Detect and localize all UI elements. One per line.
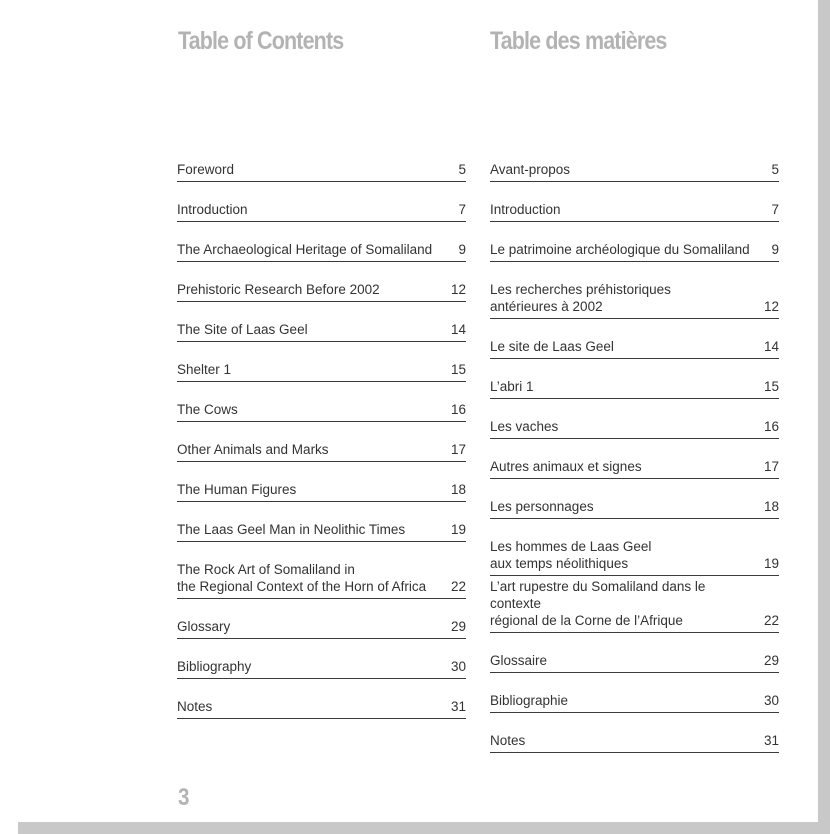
toc-entry-page: 5: [458, 162, 466, 177]
toc-entry: [490, 492, 779, 519]
toc-entry-page: 22: [763, 613, 779, 628]
toc-entry-title: Glossaire: [490, 653, 548, 668]
toc-entry: [177, 435, 466, 462]
toc-entry-title: Foreword: [177, 162, 235, 177]
toc-entry-page: 14: [450, 322, 466, 337]
toc-entry-title: The Human Figures: [177, 482, 297, 497]
toc-entry: [177, 395, 466, 422]
toc-entry: [490, 332, 779, 359]
toc-entry-page: 17: [763, 459, 779, 474]
toc-entry-title: The Rock Art of Somaliland in the Regional Context of the Horn of Africa: [177, 562, 427, 594]
toc-entry: [177, 692, 466, 719]
toc-entry-title: Shelter 1: [177, 362, 232, 377]
toc-entry-title: Other Animals and Marks: [177, 442, 329, 457]
toc-entry-title: Autres animaux et signes: [490, 459, 642, 474]
toc-entry-title: The Cows: [177, 402, 238, 417]
toc-entry-title: The Laas Geel Man in Neolithic Times: [177, 522, 406, 537]
toc-entry-title: Les recherches préhistoriques antérieures à 2002: [490, 282, 671, 314]
toc-entry: [490, 235, 779, 262]
toc-entry-title: Les vaches: [490, 419, 559, 434]
toc-entry-page: 29: [763, 653, 779, 668]
toc-entry: [490, 646, 779, 673]
toc-entry: [177, 652, 466, 679]
toc-entry-title: Le site de Laas Geel: [490, 339, 614, 354]
toc-entry-page: 19: [450, 522, 466, 537]
toc-entry: [177, 355, 466, 382]
toc-entry-title: Introduction: [177, 202, 248, 217]
toc-entry-page: 16: [450, 402, 466, 417]
toc-entry: [177, 195, 466, 222]
toc-entry-page: 18: [763, 499, 779, 514]
toc-entry-page: 15: [763, 379, 779, 394]
toc-entry-page: 5: [771, 162, 779, 177]
toc-entry: [177, 515, 466, 542]
page-shadow-right: [818, 0, 830, 822]
toc-entry-page: 7: [458, 202, 466, 217]
toc-heading-french: Table des matières: [490, 27, 667, 55]
toc-entry-title: Le patrimoine archéologique du Somaliland: [490, 242, 750, 257]
page-shadow-bottom: [18, 822, 830, 834]
toc-entry-title: Bibliographie: [490, 693, 569, 708]
toc-heading-english: Table of Contents: [178, 27, 344, 55]
toc-entry-page: 19: [763, 556, 779, 571]
toc-entry: [177, 612, 466, 639]
toc-entry: [490, 155, 779, 182]
toc-list-french: [490, 155, 779, 766]
toc-entry: [490, 686, 779, 713]
toc-entry-page: 7: [771, 202, 779, 217]
toc-entry-page: 29: [450, 619, 466, 634]
toc-entry-title: Avant-propos: [490, 162, 571, 177]
toc-entry-title: The Site of Laas Geel: [177, 322, 308, 337]
toc-entry-page: 14: [763, 339, 779, 354]
toc-entry: [490, 195, 779, 222]
toc-entry-title: L’art rupestre du Somaliland dans le contexte régional de la Corne de l’Afrique: [490, 579, 706, 628]
toc-entry: [490, 726, 779, 753]
toc-entry-page: 12: [763, 299, 779, 314]
toc-entry-page: 22: [450, 579, 466, 594]
toc-entry-title: Glossary: [177, 619, 231, 634]
toc-entry: [177, 275, 466, 302]
toc-entry-page: 17: [450, 442, 466, 457]
toc-list-english: [177, 155, 466, 732]
toc-entry-page: 31: [450, 699, 466, 714]
toc-entry-page: 30: [763, 693, 779, 708]
toc-entry: [177, 235, 466, 262]
page-number: 3: [178, 784, 190, 811]
toc-entry-page: 15: [450, 362, 466, 377]
toc-entry-page: 9: [458, 242, 466, 257]
toc-entry-page: 30: [450, 659, 466, 674]
toc-entry: [177, 475, 466, 502]
toc-entry-page: 16: [763, 419, 779, 434]
toc-entry: [177, 155, 466, 182]
toc-entry-title: The Archaeological Heritage of Somaliland: [177, 242, 433, 257]
toc-entry: [490, 275, 779, 319]
toc-entry-title: Les hommes de Laas Geel aux temps néolithiques: [490, 539, 652, 571]
toc-entry-page: 31: [763, 733, 779, 748]
toc-entry-title: Bibliography: [177, 659, 252, 674]
toc-entry-title: Introduction: [490, 202, 561, 217]
toc-entry-title: Prehistoric Research Before 2002: [177, 282, 380, 297]
toc-entry: [177, 315, 466, 342]
toc-entry-title: Notes: [490, 733, 526, 748]
toc-entry-page: 9: [771, 242, 779, 257]
toc-entry: [490, 579, 779, 633]
toc-entry: [490, 412, 779, 439]
toc-entry-page: 12: [450, 282, 466, 297]
toc-entry-title: Notes: [177, 699, 213, 714]
toc-entry: [177, 555, 466, 599]
toc-entry-title: L’abri 1: [490, 379, 534, 394]
toc-entry: [490, 372, 779, 399]
toc-entry: [490, 452, 779, 479]
toc-entry-title: Les personnages: [490, 499, 594, 514]
toc-entry-page: 18: [450, 482, 466, 497]
toc-entry: [490, 532, 779, 576]
